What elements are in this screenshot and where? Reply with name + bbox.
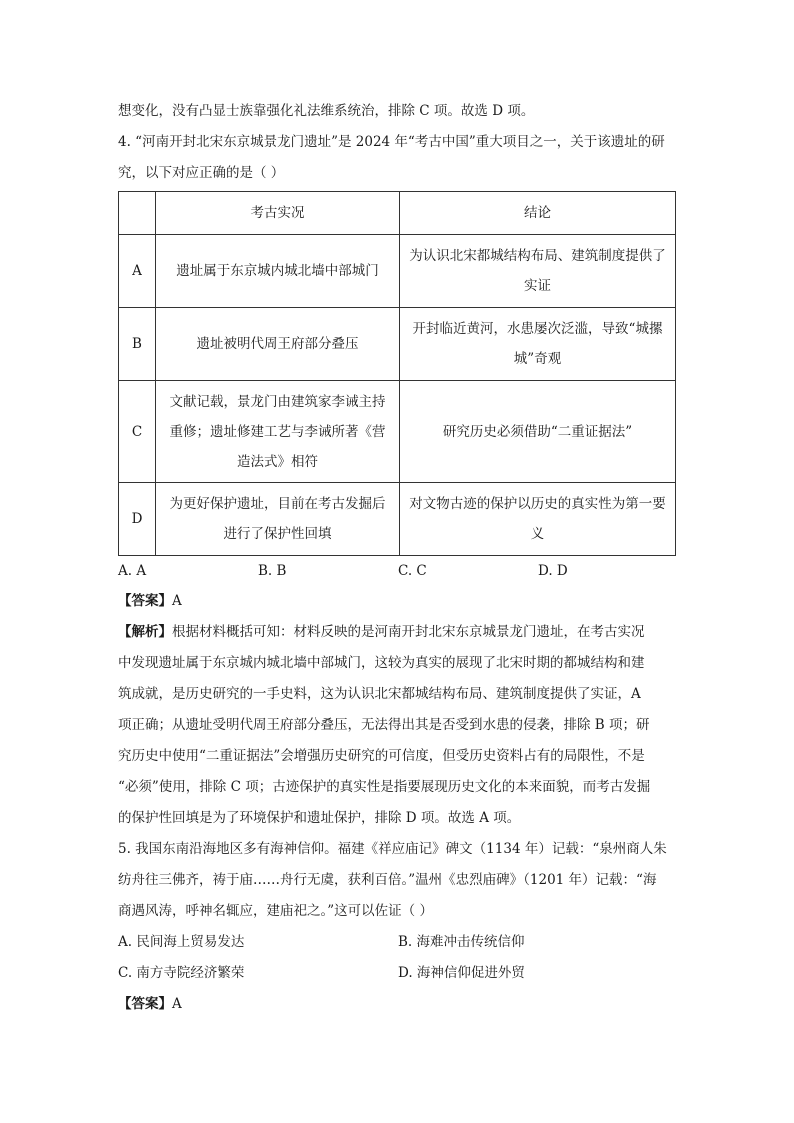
q5-option-b: B. 海难冲击传统信仰 — [398, 934, 525, 950]
q4-option-c: C. C — [398, 563, 427, 579]
q4-options — [118, 556, 678, 586]
row-label: A — [119, 235, 156, 308]
q5-stem — [118, 834, 678, 927]
analysis-line: 究历史中使用“二重证据法”会增强历史研究的可信度，但受历史资料占有的局限性，不是 — [118, 748, 645, 764]
analysis-line: 根据材料概括可知：材料反映的是河南开封北宋东京城景龙门遗址，在考古实况 — [172, 624, 645, 640]
q5-stem-line: 5. 我国东南沿海地区多有海神信仰。福建《祥应庙记》碑文（1134 年）记载：“泉州商人朱 — [118, 841, 667, 857]
answer-label: 【答案】 — [118, 996, 172, 1012]
analysis-label: 【解析】 — [118, 624, 172, 640]
q5-option-c: C. 南方寺院经济繁荣 — [118, 965, 245, 981]
row-fact: 为更好保护遗址，目前在考古发掘后进行了保护性回填 — [156, 483, 400, 556]
q5-options-row1 — [118, 927, 678, 958]
row-fact: 文献记载，景龙门由建筑家李诫主持重修；遗址修建工艺与李诫所著《营造法式》相符 — [156, 381, 400, 483]
q4-stem-line1: 4. “河南开封北宋东京城景龙门遗址”是 2024 年“考古中国”重大项目之一，关于该遗址的研 — [118, 134, 665, 150]
q5-option-a: A. 民间海上贸易发达 — [118, 934, 245, 950]
q4-stem-line2: 究，以下对应正确的是（ ） — [118, 165, 285, 181]
document-page — [118, 96, 678, 1020]
prev-analysis-tail: 想变化，没有凸显士族靠强化礼法维系统治，排除 C 项。故选 D 项。 — [118, 103, 535, 119]
row-conclusion: 开封临近黄河，水患屡次泛滥，导致“城摞城”奇观 — [400, 308, 676, 381]
q4-analysis — [118, 617, 678, 834]
answer-value: A — [172, 593, 182, 609]
analysis-line: 的保护性回填是为了环境保护和遗址保护，排除 D 项。故选 A 项。 — [118, 810, 521, 826]
row-conclusion: 对文物古迹的保护以历史的真实性为第一要义 — [400, 483, 676, 556]
header-label-cell — [119, 192, 156, 235]
row-fact: 遗址属于东京城内城北墙中部城门 — [156, 235, 400, 308]
analysis-line: 筑成就，是历史研究的一手史料，这为认识北宋都城结构布局、建筑制度提供了实证，A — [118, 686, 641, 702]
analysis-line: 项正确；从遗址受明代周王府部分叠压，无法得出其是否受到水患的侵袭，排除 B 项；研 — [118, 717, 650, 733]
answer-value: A — [172, 996, 182, 1012]
row-label: B — [119, 308, 156, 381]
row-fact: 遗址被明代周王府部分叠压 — [156, 308, 400, 381]
q4-answer — [118, 586, 678, 617]
row-label: D — [119, 483, 156, 556]
q4-option-a: A. A — [118, 563, 147, 579]
q5-option-d: D. 海神信仰促进外贸 — [398, 965, 525, 981]
q4-option-b: B. B — [258, 563, 287, 579]
row-conclusion: 研究历史必须借助“二重证据法” — [400, 381, 676, 483]
analysis-line: “必须”使用，排除 C 项；古迹保护的真实性是指要展现历史文化的本来面貌，而考古发掘 — [118, 779, 651, 795]
row-conclusion: 为认识北宋都城结构布局、建筑制度提供了实证 — [400, 235, 676, 308]
header-fact-cell: 考古实况 — [156, 192, 400, 235]
q5-answer — [118, 989, 678, 1020]
header-conclusion-cell: 结论 — [400, 192, 676, 235]
q4-option-d: D. D — [538, 563, 568, 579]
q5-stem-line: 商遇风涛，呼神名辄应，建庙祀之。”这可以佐证（ ） — [118, 903, 433, 919]
table-row — [119, 308, 676, 381]
q5-options-row2 — [118, 958, 678, 989]
table-row — [119, 235, 676, 308]
table-header-row — [119, 192, 676, 235]
q4-table — [118, 191, 676, 556]
analysis-line: 中发现遗址属于东京城内城北墙中部城门，这较为真实的展现了北宋时期的都城结构和建 — [118, 655, 645, 671]
q5-stem-line: 纺舟往三佛齐，祷于庙……舟行无虞，获利百倍。”温州《忠烈庙碑》（1201 年）记载：“海 — [118, 872, 657, 888]
table-row — [119, 381, 676, 483]
row-label: C — [119, 381, 156, 483]
table-row — [119, 483, 676, 556]
answer-label: 【答案】 — [118, 593, 172, 609]
